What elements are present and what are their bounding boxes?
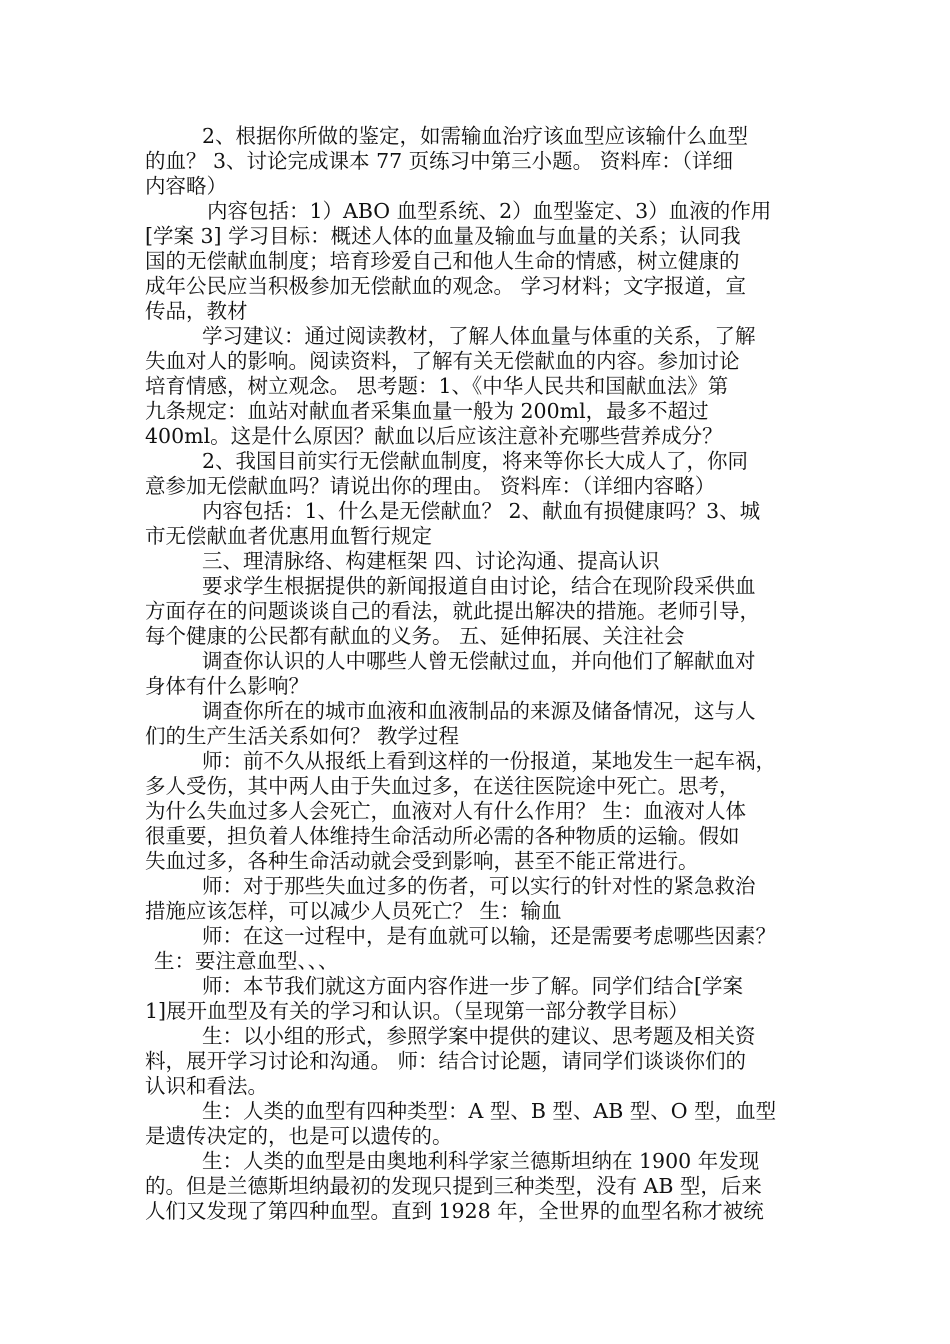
text-line: 成年公民应当积极参加无偿献血的观念。 学习材料；文字报道，宣 xyxy=(145,274,747,298)
text-line: 每个健康的公民都有献血的义务。 五、延伸拓展、关注社会 xyxy=(145,624,685,648)
text-line: 三、理清脉络、构建框架 四、讨论沟通、提高认识 xyxy=(202,549,660,573)
text-line: 的血？ 3、讨论完成课本 77 页练习中第三小题。 资料库：（详细 xyxy=(145,149,733,173)
text-line: 的。但是兰德斯坦纳最初的发现只提到三种类型，没有 AB 型，后来 xyxy=(145,1174,762,1198)
text-line: 400ml。这是什么原因？献血以后应该注意补充哪些营养成分？ xyxy=(145,424,723,448)
text-line: 料，展开学习讨论和沟通。 师：结合讨论题，请同学们谈谈你们的 xyxy=(145,1049,747,1073)
text-line: 内容略） xyxy=(145,174,227,198)
text-line: 培育情感，树立观念。 思考题：1、《中华人民共和国献血法》第 xyxy=(145,374,729,398)
text-line: 调查你所在的城市血液和血液制品的来源及储备情况，这与人 xyxy=(202,699,756,723)
text-line: 内容包括：1、什么是无偿献血？ 2、献血有损健康吗？3、城 xyxy=(202,499,761,523)
text-line: [学案 3] 学习目标：概述人体的血量及输血与血量的关系；认同我 xyxy=(145,224,741,248)
text-line: 生：人类的血型有四种类型：A 型、B 型、AB 型、O 型，血型 xyxy=(202,1099,777,1123)
text-line: 身体有什么影响？ xyxy=(145,674,309,698)
text-line: 们的生产生活关系如何？ 教学过程 xyxy=(145,724,460,748)
text-line: 要求学生根据提供的新闻报道自由讨论，结合在现阶段采供血 xyxy=(202,574,756,598)
text-line: 生：要注意血型、、、 xyxy=(154,949,339,973)
text-line: 2、根据你所做的鉴定，如需输血治疗该血型应该输什么血型 xyxy=(202,124,749,148)
text-line: 生：以小组的形式，参照学案中提供的建议、思考题及相关资 xyxy=(202,1024,756,1048)
text-line: 方面存在的问题谈谈自己的看法，就此提出解决的措施。老师引导， xyxy=(145,599,760,623)
text-line: 师：对于那些失血过多的伤者，可以实行的针对性的紧急救治 xyxy=(202,874,756,898)
text-line: 认识和看法。 xyxy=(145,1074,268,1098)
text-line: 内容包括：1）ABO 血型系统、2）血型鉴定、3）血液的作用 xyxy=(207,199,772,223)
text-line: 意参加无偿献血吗？请说出你的理由。 资料库：（详细内容略） xyxy=(145,474,716,498)
text-line: 人们又发现了第四种血型。直到 1928 年，全世界的血型名称才被统 xyxy=(145,1199,764,1223)
text-line: 师：本节我们就这方面内容作进一步了解。同学们结合[学案 xyxy=(202,974,743,998)
text-line: 失血对人的影响。阅读资料，了解有关无偿献血的内容。参加讨论 xyxy=(145,349,740,373)
text-line: 2、我国目前实行无偿献血制度，将来等你长大成人了，你同 xyxy=(202,449,749,473)
text-line: 学习建议：通过阅读教材，了解人体血量与体重的关系，了解 xyxy=(202,324,756,348)
text-line: 1]展开血型及有关的学习和认识。（呈现第一部分教学目标） xyxy=(145,999,689,1023)
text-line: 调查你认识的人中哪些人曾无偿献过血，并向他们了解献血对 xyxy=(202,649,756,673)
text-line: 生：人类的血型是由奥地利科学家兰德斯坦纳在 1900 年发现 xyxy=(202,1149,760,1173)
text-line: 措施应该怎样，可以减少人员死亡？ 生：输血 xyxy=(145,899,562,923)
text-line: 失血过多，各种生命活动就会受到影响，甚至不能正常进行。 xyxy=(145,849,699,873)
text-line: 很重要，担负着人体维持生命活动所必需的各种物质的运输。假如 xyxy=(145,824,740,848)
text-line: 师：在这一过程中，是有血就可以输，还是需要考虑哪些因素？ xyxy=(202,924,776,948)
text-line: 国的无偿献血制度；培育珍爱自己和他人生命的情感，树立健康的 xyxy=(145,249,740,273)
text-line: 为什么失血过多人会死亡，血液对人有什么作用？ 生：血液对人体 xyxy=(145,799,747,823)
text-line: 传品，教材 xyxy=(145,299,248,323)
text-line: 多人受伤，其中两人由于失血过多，在送往医院途中死亡。思考， xyxy=(145,774,740,798)
text-line: 九条规定：血站对献血者采集血量一般为 200ml，最多不超过 xyxy=(145,399,709,423)
document-page xyxy=(145,124,805,1224)
text-line: 市无偿献血者优惠用血暂行规定 xyxy=(145,524,432,548)
text-line: 是遗传决定的，也是可以遗传的。 xyxy=(145,1124,453,1148)
text-line: 师：前不久从报纸上看到这样的一份报道，某地发生一起车祸， xyxy=(202,749,776,773)
